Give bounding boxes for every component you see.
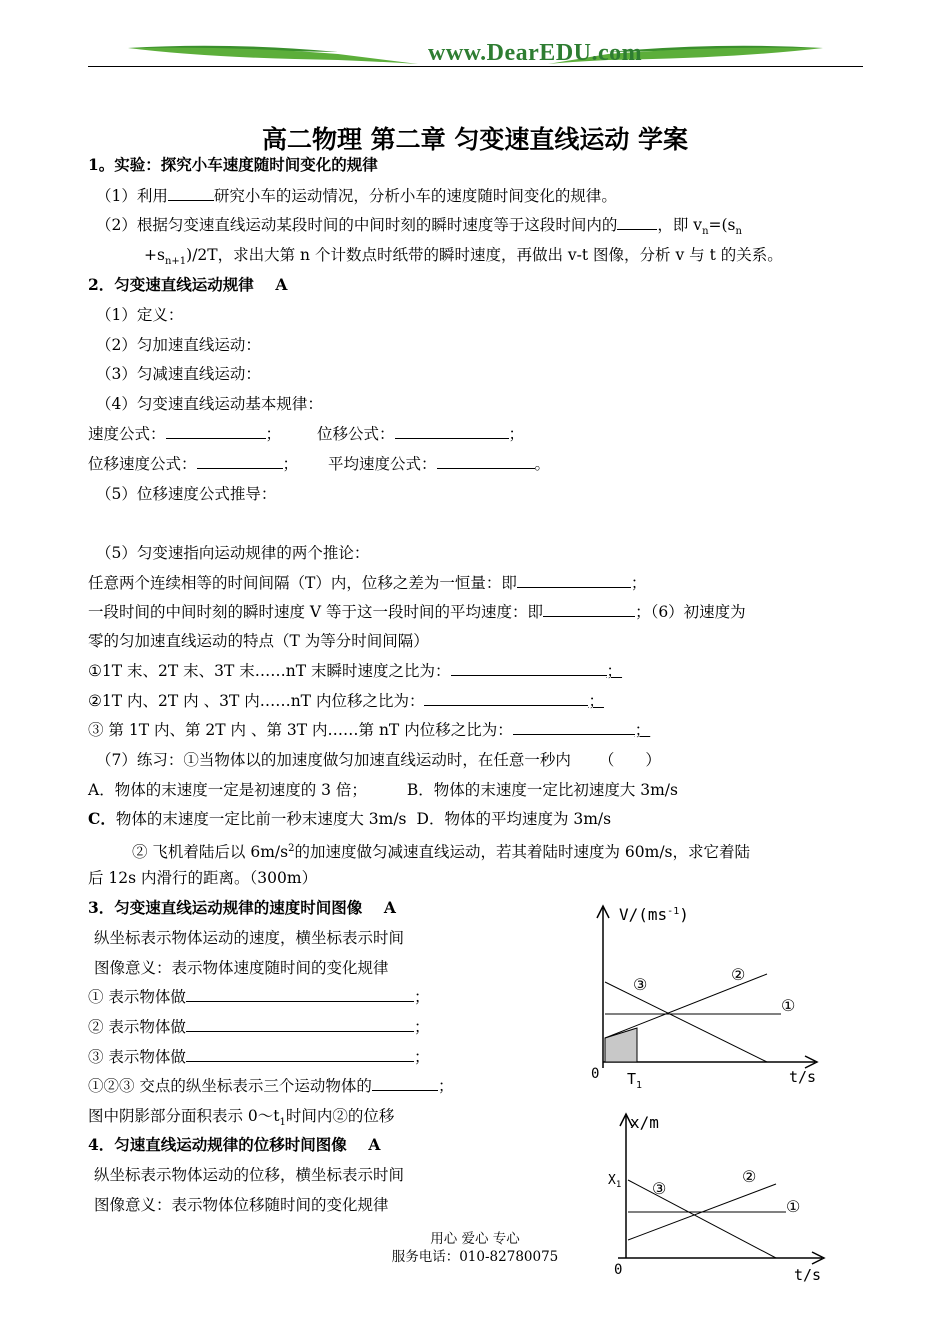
s3-line-1 <box>88 987 429 1007</box>
exercise-2-cont: 后 12s 内滑行的距离。（300m） <box>88 869 318 887</box>
s1-item-1 <box>96 186 617 206</box>
exercise-2 <box>132 839 750 862</box>
subscript: 1 <box>279 1117 286 1129</box>
page-title: 高二物理 第二章 匀变速直线运动 学案 <box>261 125 689 154</box>
footer-slogan: 用心 爱心 专心 <box>430 1231 520 1247</box>
text: +s <box>144 246 165 264</box>
blank <box>168 186 214 201</box>
section-3-heading <box>88 898 396 918</box>
vt-t1-label: $T_1$ <box>627 1070 643 1091</box>
text: （1）利用 <box>96 187 168 205</box>
s3-line-3 <box>88 1047 429 1067</box>
blank <box>197 454 283 469</box>
blank <box>372 1076 438 1091</box>
text: ②1T 内、2T 内 、3T 内……nT 内位移之比为： <box>88 692 425 710</box>
s2-i2: （2）匀加速直线运动： <box>96 336 261 354</box>
option-a: A．物体的末速度一定是初速度的 3 倍； <box>88 781 367 799</box>
text: ； <box>606 662 623 680</box>
text: ； <box>282 455 299 473</box>
blank <box>166 424 266 439</box>
text: ①1T 末、2T 末、3T 末……nT 末瞬时速度之比为： <box>88 662 451 680</box>
corollary-3: 零的匀加速直线运动的特点（T 为等分时间间隔） <box>88 632 429 650</box>
xt-origin: 0 <box>614 1262 623 1278</box>
s2-i3: （3）匀减速直线运动： <box>96 365 261 383</box>
formula-row-2 <box>88 454 550 474</box>
text: ； <box>630 574 647 592</box>
text: ；（6）初速度为 <box>635 603 746 621</box>
superscript: 2 <box>288 843 295 854</box>
swoosh-left-lower <box>128 48 418 64</box>
s2-i5: （5）位移速度公式推导： <box>96 485 277 503</box>
text: ； <box>588 692 604 710</box>
option-d: D．物体的平均速度为 3m/s <box>416 810 612 828</box>
s2-i4: （4）匀变速直线运动基本规律： <box>96 395 323 413</box>
blank <box>543 602 635 617</box>
vt-marker-1: ① <box>781 996 796 1015</box>
text: ； <box>413 1018 430 1036</box>
blank <box>513 720 635 735</box>
text: 位移公式： <box>317 425 395 443</box>
xt-ylabel: x/m <box>630 1113 659 1132</box>
xt-x1-label: $X_1$ <box>608 1173 622 1190</box>
s3-line-2 <box>88 1017 429 1037</box>
s1-item-2 <box>96 215 742 242</box>
s4-desc-1: 纵坐标表示物体运动的位移，横坐标表示时间 <box>94 1166 405 1184</box>
ratio-2 <box>88 691 604 711</box>
s2-i1: （1）定义： <box>96 306 184 324</box>
text: ； <box>508 425 525 443</box>
xt-marker-2: ② <box>742 1167 757 1186</box>
s4-desc-2: 图像意义：表示物体位移随时间的变化规律 <box>94 1196 389 1214</box>
xt-marker-3: ③ <box>652 1179 667 1198</box>
options-row-1 <box>88 780 678 800</box>
formula-row-1 <box>88 424 524 444</box>
subscript: n <box>735 226 742 238</box>
text: 平均速度公式： <box>328 455 437 473</box>
options-row-2 <box>88 809 611 829</box>
option-c-label: C． <box>88 809 116 828</box>
option-c: 物体的末速度一定比前一秒末速度大 3m/s <box>115 810 407 828</box>
text: 任意两个连续相等的时间间隔（T）内，位移之差为一恒量：即 <box>88 574 517 592</box>
text: （2）根据匀变速直线运动某段时间的中间时刻的瞬时速度等于这段时间内的 <box>96 216 618 234</box>
text: 4．匀速直线运动规律的位移时间图像 <box>88 1135 347 1154</box>
section-4-heading <box>88 1135 380 1155</box>
blank <box>451 661 607 676</box>
corollary-1 <box>88 573 646 593</box>
vt-ylabel: $V/(ms^{-1})$ <box>619 905 689 924</box>
text: ； <box>413 988 430 1006</box>
blank <box>424 691 588 706</box>
text: ② 表示物体做 <box>88 1018 186 1036</box>
vt-origin: 0 <box>591 1066 600 1082</box>
text: ③ 表示物体做 <box>88 1048 186 1066</box>
level-badge: A <box>383 898 396 917</box>
section-2-heading <box>88 275 287 295</box>
ratio-1 <box>88 661 622 681</box>
blank <box>186 1047 414 1062</box>
corollary-2 <box>88 602 746 622</box>
ratio-3 <box>88 720 650 740</box>
site-logo: www.DearEDU.com <box>428 40 643 66</box>
text: 一段时间的中间时刻的瞬时速度 V 等于这一段时间的平均速度：即 <box>88 603 544 621</box>
option-b: B．物体的末速度一定比初速度大 3m/s <box>406 781 678 799</box>
blank <box>517 573 631 588</box>
subscript: n <box>702 226 709 238</box>
text: ①②③ 交点的纵坐标表示三个运动物体的 <box>88 1077 372 1095</box>
text: ③ 第 1T 内、第 2T 内 、第 3T 内……第 nT 内位移之比为： <box>88 721 513 739</box>
text: 图中阴影部分面积表示 0～t <box>88 1107 280 1125</box>
vt-marker-2: ② <box>731 965 746 984</box>
level-badge: A <box>368 1135 381 1154</box>
blank <box>437 454 535 469</box>
subscript: n+1 <box>164 256 187 268</box>
text: （7）练习：①当物体以的加速度做匀加速直线运动时，在任意一秒内 <box>96 751 571 769</box>
s3-area <box>88 1106 394 1133</box>
text: ① 表示物体做 <box>88 988 186 1006</box>
text: ； <box>437 1077 454 1095</box>
text: ； <box>634 721 651 739</box>
answer-paren: （ ） <box>598 751 661 769</box>
text: 的加速度做匀减速直线运动，若其着陆时速度为 60m/s，求它着陆 <box>294 843 750 862</box>
vt-shaded-area <box>605 1028 637 1062</box>
blank <box>186 1017 414 1032</box>
text: 研究小车的运动情况，分析小车的速度随时间变化的规律。 <box>213 187 617 205</box>
vt-graph <box>585 898 845 1098</box>
blank <box>617 215 657 230</box>
header-rule <box>88 66 863 67</box>
text: ② 飞机着陆后以 6m/s <box>132 843 289 862</box>
s2-i5b: （5）匀变速指向运动规律的两个推论： <box>96 544 370 562</box>
text: 位移速度公式： <box>88 455 197 473</box>
xt-marker-1: ① <box>786 1197 801 1216</box>
footer-phone: 服务电话：010-82780075 <box>391 1249 559 1265</box>
text: ； <box>413 1048 430 1066</box>
text: 3．匀变速直线运动规律的速度时间图像 <box>88 898 363 917</box>
vt-marker-3: ③ <box>633 975 648 994</box>
blank <box>186 987 414 1002</box>
s3-desc-2: 图像意义：表示物体速度随时间的变化规律 <box>94 959 389 977</box>
level-badge: A <box>275 275 288 294</box>
text: ； <box>265 425 282 443</box>
text: 速度公式： <box>88 425 166 443</box>
text: 2．匀变速直线运动规律 <box>88 275 254 294</box>
text: ，即 v <box>657 216 703 234</box>
blank <box>395 424 509 439</box>
xt-xlabel: t/s <box>794 1266 822 1284</box>
text: 时间内②的位移 <box>285 1107 395 1125</box>
page-header <box>88 38 863 72</box>
text: =(s <box>708 216 736 234</box>
text: )/2T，求出大第 n 个计数点时纸带的瞬时速度，再做出 v-t 图像，分析 v 与 t 的关系。 <box>186 246 783 264</box>
text: 。 <box>534 455 551 473</box>
section-1-heading: 1。实验：探究小车速度随时间变化的规律 <box>88 155 378 174</box>
s1-item-2-cont <box>144 245 783 272</box>
s3-cross <box>88 1076 453 1096</box>
exercise-1 <box>96 750 661 770</box>
s3-desc-1: 纵坐标表示物体运动的速度，横坐标表示时间 <box>94 929 405 947</box>
vt-xlabel: t/s <box>789 1068 817 1086</box>
